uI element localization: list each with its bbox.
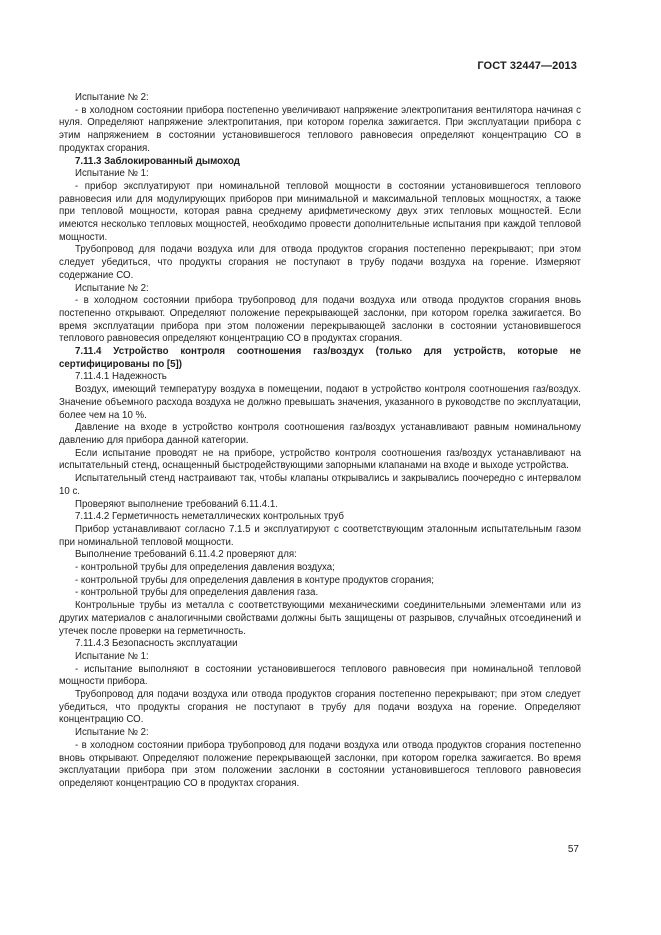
paragraph: - испытание выполняют в состоянии установившегося теплового равновесия при номинальной тепловой мощности прибора.	[59, 663, 581, 688]
paragraph: 7.11.4.2 Герметичность неметаллических контрольных труб	[75, 511, 344, 523]
paragraph: Испытание № 2:	[75, 92, 149, 103]
paragraph: Выполнение требований 6.11.4.2 проверяют для:	[75, 549, 297, 561]
paragraph: Если испытание проводят не на приборе, устройство контроля соотношения газ/воздух устанавливают на испытательный стенд, оснащенный быстродействующими запорными клапанами на входе и выходе устройства.	[59, 447, 581, 472]
paragraph: Испытание № 2:	[75, 282, 149, 294]
paragraph: Испытание № 2:	[75, 727, 149, 739]
body-text	[59, 92, 581, 791]
paragraph: - контрольной трубы для определения давления в контуре продуктов сгорания;	[75, 574, 434, 586]
paragraph: - в холодном состоянии прибора трубопровод для подачи воздуха или отвода продуктов сгорания постепенно вновь открывают. Определяют положение перекрывающей заслонки, при котором горелка зажигается. Во время эксплуатации прибора при этом положении заслонки в состоянии установившегося теплового равновесия определяют концентрацию СО в продуктах сгорания.	[59, 739, 581, 789]
paragraph: - в холодном состоянии прибора трубопровод для подачи воздуха или отвода продуктов сгорания вновь постепенно открывают. Определяют положение перекрывающей заслонки, при котором горелка зажигается. Во время эксплуатации прибора при этом положении перекрывающей заслонки в состоянии установившегося теплового равновесия определяют концентрацию СО в продуктах сгорания.	[59, 295, 581, 345]
page-number: 57	[567, 844, 579, 855]
paragraph: Испытание № 1:	[75, 650, 149, 662]
paragraph: Контрольные трубы из металла с соответствующими механическими соединительными элементами или из других материалов с аналогичными свойствами должны быть защищены от разрывов, случайных отсоединений и утечек после проверки на герметичность.	[59, 600, 581, 637]
paragraph: Испытательный стенд настраивают так, чтобы клапаны открывались и закрывались поочередно с интервалом 10 с.	[59, 473, 581, 497]
paragraph: Трубопровод для подачи воздуха или отвода продуктов сгорания постепенно перекрывают; при этом следует убедиться, что продукты сгорания не поступают в трубу для подачи воздуха на горение. Определяют концентрацию СО.	[59, 689, 581, 726]
paragraph: Трубопровод для подачи воздуха или для отвода продуктов сгорания постепенно перекрывают; при этом следует убедиться, что продукты сгорания не поступают в трубу подачи воздуха на горение. Измеряют содержание СО.	[59, 244, 581, 281]
section-heading: 7.11.4 Устройство контроля соотношения газ/воздух (только для устройств, которые не сертифицированы по [5])	[59, 346, 581, 370]
paragraph: 7.11.4.3 Безопасность эксплуатации	[75, 638, 238, 650]
paragraph: - контрольной трубы для определения давления воздуха;	[75, 562, 335, 574]
paragraph: Проверяют выполнение требований 6.11.4.1.	[75, 498, 278, 510]
paragraph: - в холодном состоянии прибора постепенно увеличивают напряжение электропитания вентилятора начиная с нуля. Определяют напряжение электропитания, при котором горелка зажигается. При эксплуатации прибора с этим напряжением в состоянии установившегося теплового равновесия определяют концентрацию СО в продуктах сгорания.	[59, 104, 581, 154]
paragraph: Испытание № 1:	[75, 168, 149, 180]
paragraph: 7.11.4.1 Надежность	[75, 371, 167, 383]
section-heading: 7.11.3 Заблокированный дымоход	[75, 155, 240, 167]
paragraph: Прибор устанавливают согласно 7.1.5 и эксплуатируют с соответствующим эталонным испытательным газом при номинальной тепловой мощности.	[59, 523, 581, 548]
standard-header: ГОСТ 32447—2013	[477, 60, 577, 72]
paragraph: - прибор эксплуатируют при номинальной тепловой мощности в состоянии установившегося теплового равновесия или для модулирующих приборов при минимальной и максимальной тепловых мощностях, а также при тепловой мощности, которая равна среднему арифметическому двух этих тепловых мощностей. Если имеются несколько тепловых мощностей, необходимо провести дополнительные испытания при каждой тепловой мощности.	[59, 180, 581, 243]
paragraph: Воздух, имеющий температуру воздуха в помещении, подают в устройство контроля соотношения газ/воздух. Значение объемного расхода воздуха не должно превышать значения, указанного в руководстве по эксплуатации, более чем на 10 %.	[59, 384, 581, 421]
paragraph: Давление на входе в устройство контроля соотношения газ/воздух устанавливают равным номинальному давлению для прибора данной категории.	[59, 422, 581, 446]
paragraph: - контрольной трубы для определения давления газа.	[75, 587, 319, 599]
